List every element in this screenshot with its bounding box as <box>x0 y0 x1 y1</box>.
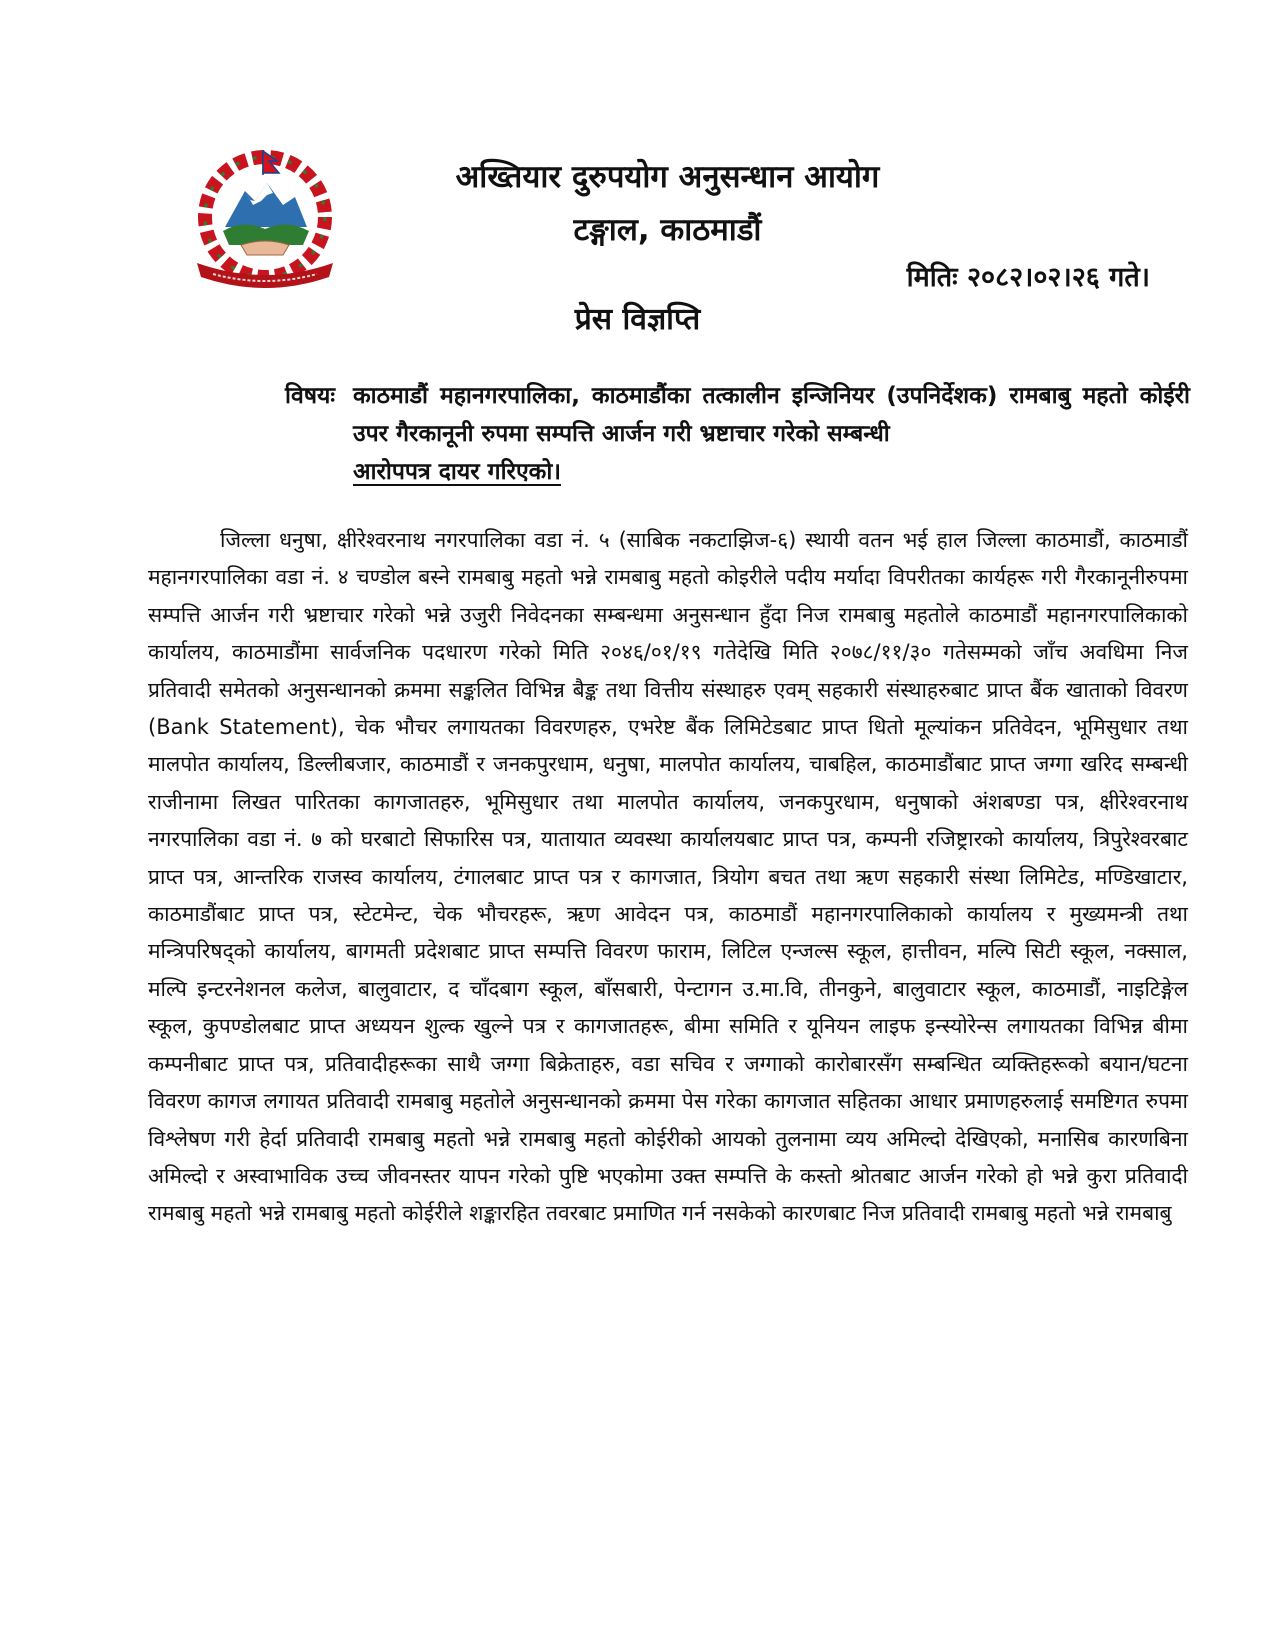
body-text <box>148 522 1188 1233</box>
subject-block <box>285 377 1190 491</box>
organization-location: टङ्गाल, काठमाडौं <box>573 212 762 248</box>
subject-text <box>353 377 1190 491</box>
body-paragraph: जिल्ला धनुषा, क्षीरेश्वरनाथ नगरपालिका वडा नं. ५ (साबिक नकटाझिज-६) स्थायी वतन भई हाल जिल्ला काठमाडौं, काठमाडौं महानगरपालिका वडा नं. ४ चण्डोल बस्ने रामबाबु महतो भन्ने रामबाबु महतो कोइरीले पदीय मर्यादा विपरीतका कार्यहरू गरी गैरकानूनीरुपमा सम्पत्ति आर्जन गरी भ्रष्टाचार गरेको भन्ने उजुरी निवेदनका सम्बन्धमा अनुसन्धान हुँदा निज रामबाबु महतोले काठमाडौं महानगरपालिकाको कार्यालय, काठमाडौंमा सार्वजनिक पदधारण गरेको मिति २०४६/०१/१९ गतेदेखि मिति २०७८/११/३० गतेसम्मको जाँच अवधिमा निज प्रतिवादी समेतको अनुसन्धानको क्रममा सङ्कलित विभिन्न बैङ्क तथा वित्तीय संस्थाहरु एवम् सहकारी संस्थाहरुबाट प्राप्त बैंक खाताको विवरण (Bank Statement), चेक भौचर लगायतका विवरणहरु, एभरेष्ट बैंक लिमिटेडबाट प्राप्त धितो मूल्यांकन प्रतिवेदन, भूमिसुधार तथा मालपोत कार्यालय, डिल्लीबजार, काठमाडौं र जनकपुरधाम, धनुषा, मालपोत कार्यालय, चाबहिल, काठमाडौंबाट प्राप्त जग्गा खरिद सम्बन्धी राजीनामा लिखत पारितका कागजातहरु, भूमिसुधार तथा मालपोत कार्यालय, जनकपुरधाम, धनुषाको अंशबण्डा पत्र, क्षीरेश्वरनाथ नगरपालिका वडा नं. ७ को घरबाटो सिफारिस पत्र, यातायात व्यवस्था कार्यालयबाट प्राप्त पत्र, कम्पनी रजिष्ट्रारको कार्यालय, त्रिपुरेश्वरबाट प्राप्त पत्र, आन्तरिक राजस्व कार्यालय, टंगालबाट प्राप्त पत्र र कागजात, त्रियोग बचत तथा ऋण सहकारी संस्था लिमिटेड, मण्डिखाटार, काठमाडौंबाट प्राप्त पत्र, स्टेटमेन्ट, चेक भौचरहरू, ऋण आवेदन पत्र, काठमाडौं महानगरपालिकाको कार्यालय र मुख्यमन्त्री तथा मन्त्रिपरिषद्को कार्यालय, बागमती प्रदेशबाट प्राप्त सम्पत्ति विवरण फाराम, लिटिल एन्जल्स स्कूल, हात्तीवन, मल्पि सिटी स्कूल, नक्साल, मल्पि इन्टरनेशनल कलेज, बालुवाटार, द चाँदबाग स्कूल, बाँसबारी, पेन्टागन उ.मा.वि, तीनकुने, बालुवाटार स्कूल, काठमाडौं, नाइटिङ्गेल स्कूल, कुपण्डोलबाट प्राप्त अध्ययन शुल्क खुल्ने पत्र र कागजातहरू, बीमा समिति र यूनियन लाइफ इन्स्योरेन्स लगायतका विभिन्न बीमा कम्पनीबाट प्राप्त पत्र, प्रतिवादीहरूका साथै जग्गा बिक्रेताहरु, वडा सचिव र जग्गाको कारोबारसँग सम्बन्धित व्यक्तिहरूको बयान/घटना विवरण कागज लगायत प्रतिवादी रामबाबु महतोले अनुसन्धानको क्रममा पेस गरेका कागजात सहितका आधार प्रमाणहरुलाई समष्टिगत रुपमा विश्लेषण गरी हेर्दा प्रतिवादी रामबाबु महतो भन्ने रामबाबु महतो कोईरीको आयको तुलनामा व्यय अमिल्दो देखिएको, मनासिब कारणबिना अमिल्दो र अस्वाभाविक उच्च जीवनस्तर यापन गरेको पुष्टि भएकोमा उक्त सम्पत्ति के कस्तो श्रोतबाट आर्जन गरेको हो भन्ने कुरा प्रतिवादी रामबाबु महतो भन्ने रामबाबु महतो कोईरीले शङ्कारहित तवरबाट प्रमाणित गर्न नसकेको कारणबाट निज प्रतिवादी रामबाबु महतो भन्ने रामबाबु <box>148 528 1188 1226</box>
document-title: प्रेस विज्ञप्ति <box>574 302 701 337</box>
subject-underlined-text: आरोपपत्र दायर गरिएको। <box>353 459 561 485</box>
organization-name: अख्तियार दुरुपयोग अनुसन्धान आयोग <box>455 159 880 195</box>
subject-main-text: काठमाडौं महानगरपालिका, काठमाडौंका तत्कालीन इन्जिनियर (उपनिर्देशक) रामबाबु महतो कोईरी उपर गैरकानूनी रुपमा सम्पत्ति आर्जन गरी भ्रष्टाचार गरेको सम्बन्धी <box>353 383 1190 447</box>
release-date: मितिः २०८२।०२।२६ गते। <box>906 262 1150 293</box>
subject-label: विषयः <box>285 383 336 409</box>
